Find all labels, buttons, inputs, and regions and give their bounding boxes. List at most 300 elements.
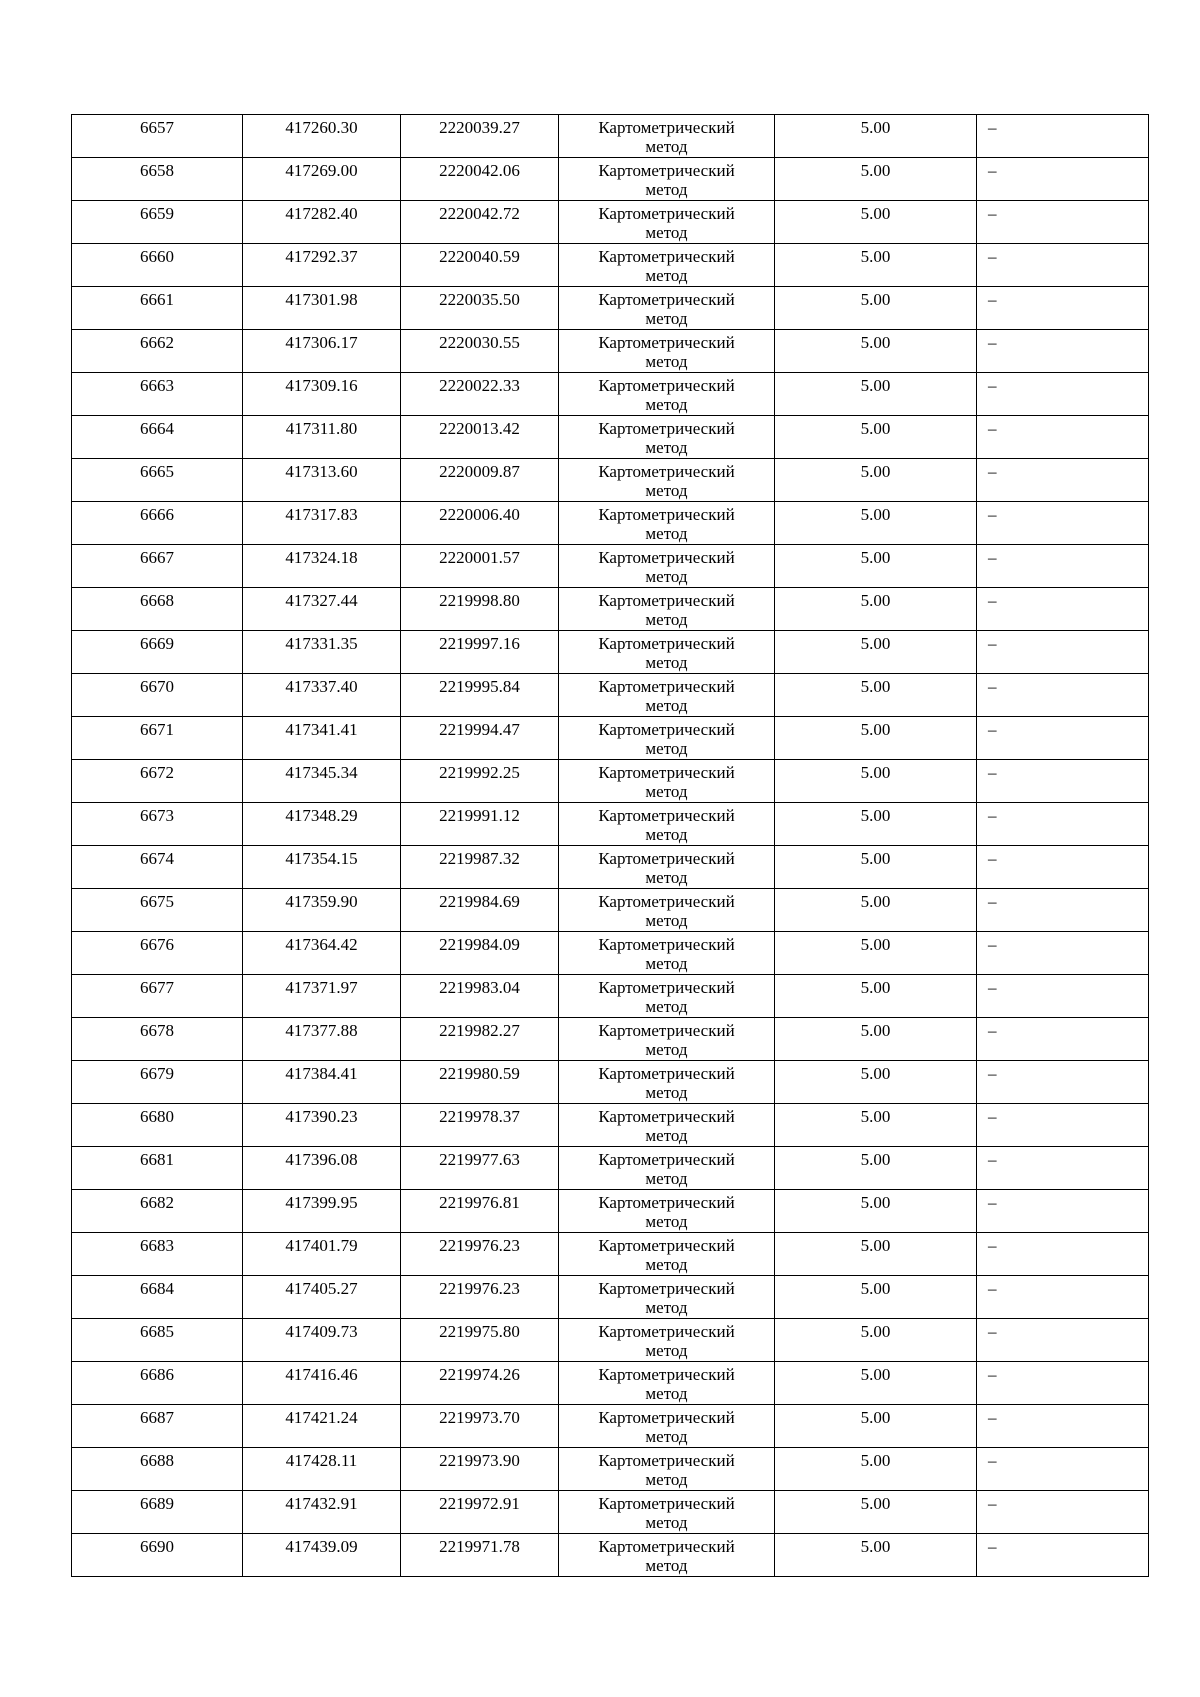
accuracy-cell [775,1448,977,1491]
table-row [72,545,1149,588]
method-line-2: метод [645,1212,688,1231]
point-number-cell [72,1190,243,1233]
method-cell [559,1147,775,1190]
table-row [72,115,1149,158]
point-number-text: 6689 [140,1494,174,1513]
note-cell [977,115,1149,158]
y-coordinate-text: 2219973.70 [439,1408,520,1427]
note-cell [977,373,1149,416]
y-coordinate-text: 2220040.59 [439,247,520,266]
y-coordinate-text: 2220001.57 [439,548,520,567]
x-coordinate-cell [243,459,401,502]
y-coordinate-text: 2219987.32 [439,849,520,868]
note-cell [977,330,1149,373]
method-cell [559,545,775,588]
x-coordinate-text: 417390.23 [285,1107,358,1126]
table-row [72,1190,1149,1233]
method-line-1: Картометрический [598,634,735,653]
method-line-1: Картометрический [598,548,735,567]
x-coordinate-cell [243,373,401,416]
accuracy-cell [775,502,977,545]
method-cell [559,846,775,889]
x-coordinate-cell [243,1405,401,1448]
method-line-2: метод [645,1083,688,1102]
table-row [72,502,1149,545]
y-coordinate-cell [401,545,559,588]
x-coordinate-text: 417282.40 [285,204,358,223]
method-line-1: Картометрический [598,591,735,610]
y-coordinate-cell [401,158,559,201]
y-coordinate-text: 2220042.72 [439,204,520,223]
y-coordinate-cell [401,1018,559,1061]
method-line-1: Картометрический [598,1150,735,1169]
note-text: – [988,1107,997,1126]
method-line-1: Картометрический [598,1107,735,1126]
point-number-cell [72,244,243,287]
y-coordinate-cell [401,717,559,760]
method-cell [559,416,775,459]
y-coordinate-text: 2219974.26 [439,1365,520,1384]
note-cell [977,1276,1149,1319]
note-cell [977,932,1149,975]
method-line-2: метод [645,1126,688,1145]
method-line-1: Картометрический [598,1064,735,1083]
accuracy-cell [775,1018,977,1061]
accuracy-text: 5.00 [860,247,891,266]
x-coordinate-text: 417348.29 [285,806,358,825]
method-line-2: метод [645,1556,688,1575]
point-number-text: 6684 [140,1279,174,1298]
note-text: – [988,333,997,352]
x-coordinate-text: 417341.41 [285,720,358,739]
y-coordinate-cell [401,330,559,373]
table-row [72,1491,1149,1534]
point-number-text: 6658 [140,161,174,180]
accuracy-cell [775,717,977,760]
x-coordinate-cell [243,287,401,330]
x-coordinate-cell [243,115,401,158]
table-row [72,1319,1149,1362]
accuracy-cell [775,115,977,158]
point-number-cell [72,459,243,502]
x-coordinate-text: 417359.90 [285,892,358,911]
x-coordinate-text: 417396.08 [285,1150,358,1169]
table-row [72,373,1149,416]
y-coordinate-text: 2219984.09 [439,935,520,954]
point-number-cell [72,1018,243,1061]
x-coordinate-text: 417292.37 [285,247,358,266]
x-coordinate-cell [243,674,401,717]
accuracy-cell [775,244,977,287]
y-coordinate-cell [401,1534,559,1577]
x-coordinate-text: 417439.09 [285,1537,358,1556]
method-cell [559,1061,775,1104]
y-coordinate-text: 2220030.55 [439,333,520,352]
note-cell [977,975,1149,1018]
accuracy-text: 5.00 [860,1494,891,1513]
method-line-1: Картометрический [598,1408,735,1427]
point-number-cell [72,674,243,717]
table-row [72,201,1149,244]
point-number-cell [72,760,243,803]
note-cell [977,1233,1149,1276]
x-coordinate-text: 417331.35 [285,634,358,653]
y-coordinate-text: 2219976.23 [439,1279,520,1298]
accuracy-text: 5.00 [860,1279,891,1298]
y-coordinate-text: 2219978.37 [439,1107,520,1126]
note-cell [977,1147,1149,1190]
y-coordinate-cell [401,287,559,330]
y-coordinate-cell [401,975,559,1018]
table-row [72,1276,1149,1319]
method-cell [559,889,775,932]
accuracy-cell [775,631,977,674]
table-row [72,803,1149,846]
x-coordinate-cell [243,1061,401,1104]
note-text: – [988,591,997,610]
method-cell [559,803,775,846]
method-line-1: Картометрический [598,720,735,739]
accuracy-cell [775,889,977,932]
accuracy-cell [775,975,977,1018]
method-line-2: метод [645,782,688,801]
point-number-cell [72,846,243,889]
point-number-text: 6685 [140,1322,174,1341]
accuracy-text: 5.00 [860,1064,891,1083]
accuracy-cell [775,1362,977,1405]
point-number-text: 6672 [140,763,174,782]
y-coordinate-cell [401,416,559,459]
table-row [72,1104,1149,1147]
y-coordinate-cell [401,459,559,502]
y-coordinate-text: 2219997.16 [439,634,520,653]
point-number-cell [72,1448,243,1491]
point-number-cell [72,1104,243,1147]
point-number-text: 6677 [140,978,174,997]
accuracy-text: 5.00 [860,1365,891,1384]
method-line-2: метод [645,266,688,285]
note-text: – [988,806,997,825]
accuracy-cell [775,1104,977,1147]
point-number-cell [72,115,243,158]
table-row [72,1534,1149,1577]
accuracy-cell [775,1405,977,1448]
method-line-1: Картометрический [598,1279,735,1298]
method-line-1: Картометрический [598,419,735,438]
y-coordinate-cell [401,760,559,803]
accuracy-cell [775,1319,977,1362]
x-coordinate-cell [243,588,401,631]
y-coordinate-text: 2220039.27 [439,118,520,137]
point-number-text: 6671 [140,720,174,739]
coordinates-table [71,114,1149,1577]
x-coordinate-cell [243,502,401,545]
note-cell [977,588,1149,631]
accuracy-cell [775,674,977,717]
point-number-text: 6670 [140,677,174,696]
accuracy-text: 5.00 [860,978,891,997]
x-coordinate-text: 417409.73 [285,1322,358,1341]
point-number-cell [72,1405,243,1448]
note-cell [977,1190,1149,1233]
note-text: – [988,1064,997,1083]
accuracy-cell [775,588,977,631]
accuracy-cell [775,1190,977,1233]
y-coordinate-cell [401,674,559,717]
x-coordinate-cell [243,1018,401,1061]
method-line-1: Картометрический [598,1365,735,1384]
note-text: – [988,204,997,223]
method-cell [559,1104,775,1147]
x-coordinate-cell [243,416,401,459]
x-coordinate-cell [243,1233,401,1276]
x-coordinate-text: 417377.88 [285,1021,358,1040]
method-line-1: Картометрический [598,290,735,309]
note-text: – [988,1408,997,1427]
x-coordinate-text: 417345.34 [285,763,358,782]
method-line-1: Картометрический [598,505,735,524]
table-row [72,1233,1149,1276]
method-line-1: Картометрический [598,935,735,954]
y-coordinate-text: 2219992.25 [439,763,520,782]
method-line-2: метод [645,610,688,629]
accuracy-text: 5.00 [860,333,891,352]
y-coordinate-text: 2220006.40 [439,505,520,524]
note-cell [977,1319,1149,1362]
x-coordinate-cell [243,1276,401,1319]
accuracy-text: 5.00 [860,763,891,782]
y-coordinate-cell [401,1061,559,1104]
accuracy-cell [775,846,977,889]
table-row [72,717,1149,760]
point-number-text: 6676 [140,935,174,954]
method-cell [559,717,775,760]
method-line-2: метод [645,309,688,328]
note-text: – [988,247,997,266]
accuracy-text: 5.00 [860,1451,891,1470]
note-text: – [988,1451,997,1470]
table-row [72,846,1149,889]
accuracy-text: 5.00 [860,419,891,438]
point-number-text: 6674 [140,849,174,868]
note-text: – [988,1150,997,1169]
x-coordinate-cell [243,975,401,1018]
accuracy-text: 5.00 [860,634,891,653]
method-line-2: метод [645,137,688,156]
y-coordinate-text: 2219984.69 [439,892,520,911]
y-coordinate-cell [401,201,559,244]
table-row [72,330,1149,373]
method-cell [559,1534,775,1577]
x-coordinate-text: 417309.16 [285,376,358,395]
y-coordinate-text: 2220022.33 [439,376,520,395]
x-coordinate-text: 417432.91 [285,1494,358,1513]
y-coordinate-cell [401,631,559,674]
table-row [72,760,1149,803]
accuracy-text: 5.00 [860,118,891,137]
table-row [72,588,1149,631]
x-coordinate-text: 417421.24 [285,1408,358,1427]
note-text: – [988,161,997,180]
point-number-text: 6686 [140,1365,174,1384]
table-row [72,1147,1149,1190]
method-line-1: Картометрический [598,763,735,782]
x-coordinate-text: 417260.30 [285,118,358,137]
point-number-cell [72,330,243,373]
coordinates-table-body [72,115,1149,1577]
point-number-cell [72,287,243,330]
method-line-2: метод [645,868,688,887]
note-cell [977,889,1149,932]
table-row [72,416,1149,459]
y-coordinate-cell [401,803,559,846]
point-number-cell [72,201,243,244]
x-coordinate-cell [243,760,401,803]
note-cell [977,1534,1149,1577]
x-coordinate-cell [243,889,401,932]
y-coordinate-text: 2220013.42 [439,419,520,438]
method-line-2: метод [645,352,688,371]
x-coordinate-cell [243,631,401,674]
x-coordinate-text: 417405.27 [285,1279,358,1298]
y-coordinate-cell [401,502,559,545]
method-line-1: Картометрический [598,849,735,868]
point-number-cell [72,1061,243,1104]
point-number-text: 6667 [140,548,174,567]
table-row [72,244,1149,287]
point-number-cell [72,803,243,846]
accuracy-cell [775,803,977,846]
point-number-text: 6681 [140,1150,174,1169]
note-text: – [988,548,997,567]
method-line-2: метод [645,395,688,414]
method-line-2: метод [645,438,688,457]
y-coordinate-cell [401,1147,559,1190]
method-cell [559,201,775,244]
x-coordinate-text: 417324.18 [285,548,358,567]
y-coordinate-cell [401,1362,559,1405]
table-row [72,158,1149,201]
table-row [72,1405,1149,1448]
accuracy-cell [775,1276,977,1319]
point-number-text: 6668 [140,591,174,610]
y-coordinate-cell [401,373,559,416]
method-line-1: Картометрический [598,1537,735,1556]
note-text: – [988,892,997,911]
x-coordinate-text: 417337.40 [285,677,358,696]
method-cell [559,1405,775,1448]
y-coordinate-text: 2219983.04 [439,978,520,997]
note-text: – [988,419,997,438]
accuracy-text: 5.00 [860,1408,891,1427]
note-text: – [988,849,997,868]
note-text: – [988,290,997,309]
point-number-cell [72,889,243,932]
method-cell [559,674,775,717]
x-coordinate-text: 417301.98 [285,290,358,309]
note-text: – [988,634,997,653]
method-line-1: Картометрический [598,1451,735,1470]
x-coordinate-cell [243,803,401,846]
table-row [72,631,1149,674]
y-coordinate-text: 2219982.27 [439,1021,520,1040]
method-line-2: метод [645,1384,688,1403]
note-cell [977,846,1149,889]
note-text: – [988,1537,997,1556]
y-coordinate-text: 2219995.84 [439,677,520,696]
method-line-2: метод [645,739,688,758]
accuracy-text: 5.00 [860,720,891,739]
note-text: – [988,677,997,696]
accuracy-cell [775,1147,977,1190]
table-row [72,975,1149,1018]
x-coordinate-text: 417371.97 [285,978,358,997]
note-cell [977,1491,1149,1534]
method-cell [559,287,775,330]
accuracy-cell [775,158,977,201]
accuracy-text: 5.00 [860,1236,891,1255]
x-coordinate-text: 417399.95 [285,1193,358,1212]
x-coordinate-cell [243,244,401,287]
y-coordinate-text: 2219991.12 [439,806,520,825]
x-coordinate-cell [243,1147,401,1190]
note-cell [977,1061,1149,1104]
table-row [72,1362,1149,1405]
method-line-2: метод [645,1255,688,1274]
method-cell [559,1233,775,1276]
method-line-1: Картометрический [598,376,735,395]
y-coordinate-text: 2219977.63 [439,1150,520,1169]
method-cell [559,631,775,674]
point-number-text: 6663 [140,376,174,395]
note-text: – [988,376,997,395]
y-coordinate-text: 2220009.87 [439,462,520,481]
method-line-2: метод [645,653,688,672]
x-coordinate-text: 417416.46 [285,1365,358,1384]
note-cell [977,717,1149,760]
accuracy-text: 5.00 [860,677,891,696]
method-line-1: Картометрический [598,118,735,137]
point-number-text: 6688 [140,1451,174,1470]
y-coordinate-cell [401,1104,559,1147]
y-coordinate-text: 2219994.47 [439,720,520,739]
method-cell [559,1491,775,1534]
note-cell [977,545,1149,588]
table-row [72,889,1149,932]
accuracy-cell [775,932,977,975]
x-coordinate-text: 417428.11 [285,1451,358,1470]
point-number-cell [72,1147,243,1190]
method-line-2: метод [645,1341,688,1360]
method-cell [559,1362,775,1405]
method-line-1: Картометрический [598,1021,735,1040]
accuracy-text: 5.00 [860,1537,891,1556]
method-line-2: метод [645,1040,688,1059]
accuracy-text: 5.00 [860,892,891,911]
method-line-1: Картометрический [598,1322,735,1341]
note-cell [977,416,1149,459]
x-coordinate-cell [243,545,401,588]
note-text: – [988,1322,997,1341]
note-cell [977,158,1149,201]
note-cell [977,674,1149,717]
y-coordinate-cell [401,1405,559,1448]
accuracy-cell [775,459,977,502]
y-coordinate-text: 2219971.78 [439,1537,520,1556]
point-number-cell [72,588,243,631]
method-cell [559,975,775,1018]
note-text: – [988,1279,997,1298]
